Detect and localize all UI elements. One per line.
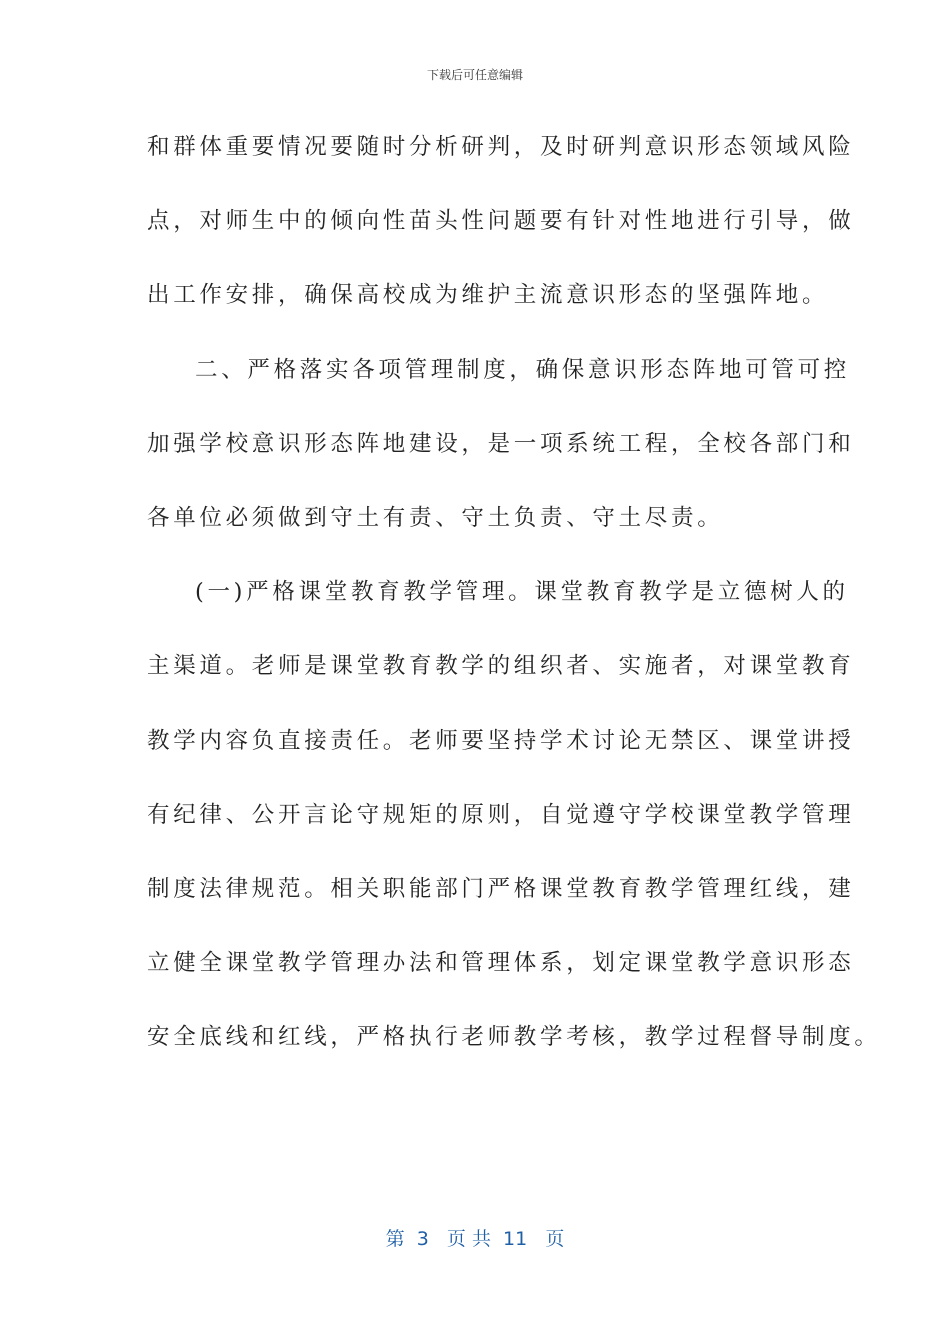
page-number-footer: 第 3 页 共 11 页 bbox=[385, 1228, 565, 1250]
text-line-1: 和群体重要情况要随时分析研判，及时研判意识形态领域风险 bbox=[147, 134, 855, 160]
text-line-5: 加强学校意识形态阵地建设，是一项系统工程，全校各部门和 bbox=[147, 430, 855, 457]
text-line-2: 点，对师生中的倾向性苗头性问题要有针对性地进行引导，做 bbox=[147, 208, 855, 235]
text-line-8: 主渠道。老师是课堂教育教学的组织者、实施者，对课堂教育 bbox=[147, 653, 855, 680]
document-body bbox=[147, 110, 881, 1074]
text-line-12: 立健全课堂教学管理办法和管理体系，划定课堂教学意识形态 bbox=[147, 950, 855, 977]
section-heading: 二、严格落实各项管理制度，确保意识形态阵地可管可控 bbox=[195, 356, 851, 383]
text-line-11: 制度法律规范。相关职能部门严格课堂教育教学管理红线，建 bbox=[147, 875, 855, 902]
text-line-3: 出工作安排，确保高校成为维护主流意识形态的坚强阵地。 bbox=[147, 282, 829, 309]
subsection-start-line: (一)严格课堂教育教学管理。课堂教育教学是立德树人的 bbox=[195, 579, 849, 606]
text-line-9: 教学内容负直接责任。老师要坚持学术讨论无禁区、课堂讲授 bbox=[147, 727, 855, 754]
text-line-13: 安全底线和红线，严格执行老师教学考核，教学过程督导制度。 bbox=[147, 1024, 881, 1051]
text-line-10: 有纪律、公开言论守规矩的原则，自觉遵守学校课堂教学管理 bbox=[147, 801, 855, 828]
text-line-6: 各单位必须做到守土有责、守土负责、守土尽责。 bbox=[147, 504, 724, 531]
page-header: 下载后可任意编辑 bbox=[426, 68, 523, 82]
